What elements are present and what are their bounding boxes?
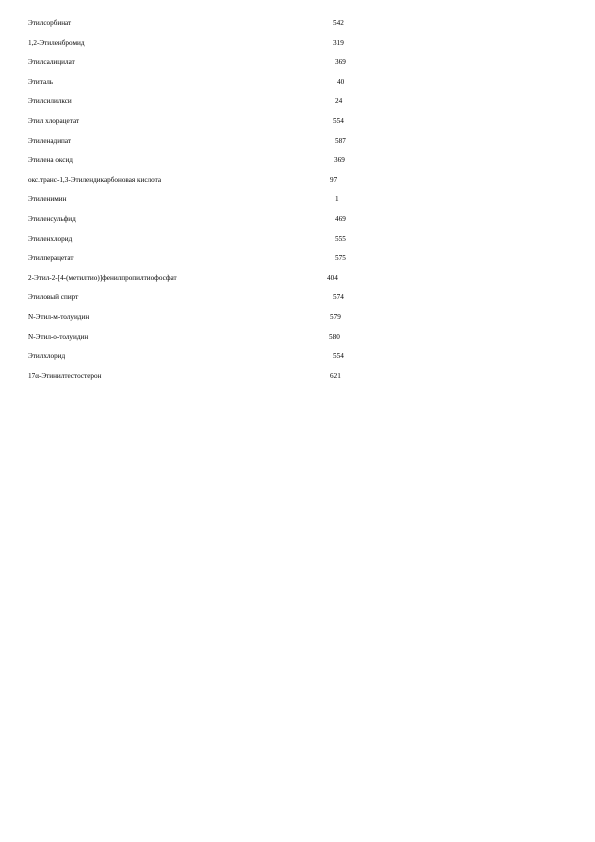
entry-name: Этилсорбинат — [28, 19, 72, 27]
list-item — [28, 115, 358, 135]
list-item — [28, 350, 358, 370]
entry-name: Этиталь — [28, 77, 54, 86]
entry-name: Этилсилилкси — [28, 97, 72, 106]
entry-page: 369 — [335, 58, 346, 67]
list-item — [28, 272, 358, 292]
list-item — [28, 17, 358, 37]
entry-page: 469 — [335, 214, 346, 223]
entry-page: 555 — [335, 234, 346, 243]
entry-page: 554 — [333, 116, 344, 125]
entry-page: 579 — [330, 312, 341, 321]
entry-page: 621 — [330, 371, 341, 380]
entry-page: 574 — [333, 293, 344, 302]
entry-name: Этилсалицилат — [28, 58, 75, 67]
entry-name: Этиленсульфид — [28, 214, 76, 223]
entry-name: 1,2-Этиленбромид — [28, 38, 85, 47]
list-item — [28, 135, 358, 155]
list-item — [28, 56, 358, 76]
entry-page: 24 — [335, 97, 343, 106]
entry-name: Этиленхлорид — [28, 234, 73, 243]
entry-page: 369 — [334, 156, 345, 165]
entry-page: 319 — [333, 38, 344, 47]
list-item — [28, 37, 358, 57]
index-list — [28, 17, 358, 389]
list-item — [28, 174, 358, 194]
entry-page: 542 — [333, 19, 344, 27]
entry-name: Этиловый спирт — [28, 293, 79, 302]
entry-page: 404 — [327, 273, 338, 282]
list-item — [28, 370, 358, 390]
entry-name: N-Этил-м-толуидин — [28, 312, 90, 321]
entry-name: Этиленимин — [28, 195, 67, 204]
list-item — [28, 76, 358, 96]
list-item — [28, 193, 358, 213]
entry-page: 575 — [335, 254, 346, 263]
entry-name: N-Этил-о-толуидин — [28, 332, 89, 341]
list-item — [28, 213, 358, 233]
list-item — [28, 331, 358, 351]
entry-page: 1 — [335, 195, 339, 204]
list-item — [28, 233, 358, 253]
entry-name: окс.транс-1,3-Этилендикарбоновая кислота — [28, 175, 162, 184]
entry-page: 554 — [333, 352, 344, 361]
entry-page: 40 — [337, 77, 345, 86]
entry-name: 2-Этил-2-[4-(метилтио)]фенилпропилтиофосфат — [28, 273, 177, 282]
list-item — [28, 291, 358, 311]
entry-page: 97 — [330, 175, 338, 184]
list-item — [28, 154, 358, 174]
entry-page: 587 — [335, 136, 346, 145]
entry-name: Этиленадипат — [28, 136, 72, 145]
entry-name: Этил хлорацетат — [28, 116, 80, 125]
entry-name: Этилперацетат — [28, 254, 74, 263]
entry-name: Этилена оксид — [28, 156, 73, 165]
entry-name: 17α-Этинилтестостерон — [28, 371, 102, 380]
list-item — [28, 95, 358, 115]
list-item — [28, 252, 358, 272]
entry-name: Этилхлорид — [28, 352, 66, 361]
entry-page: 580 — [329, 332, 340, 341]
list-item — [28, 311, 358, 331]
